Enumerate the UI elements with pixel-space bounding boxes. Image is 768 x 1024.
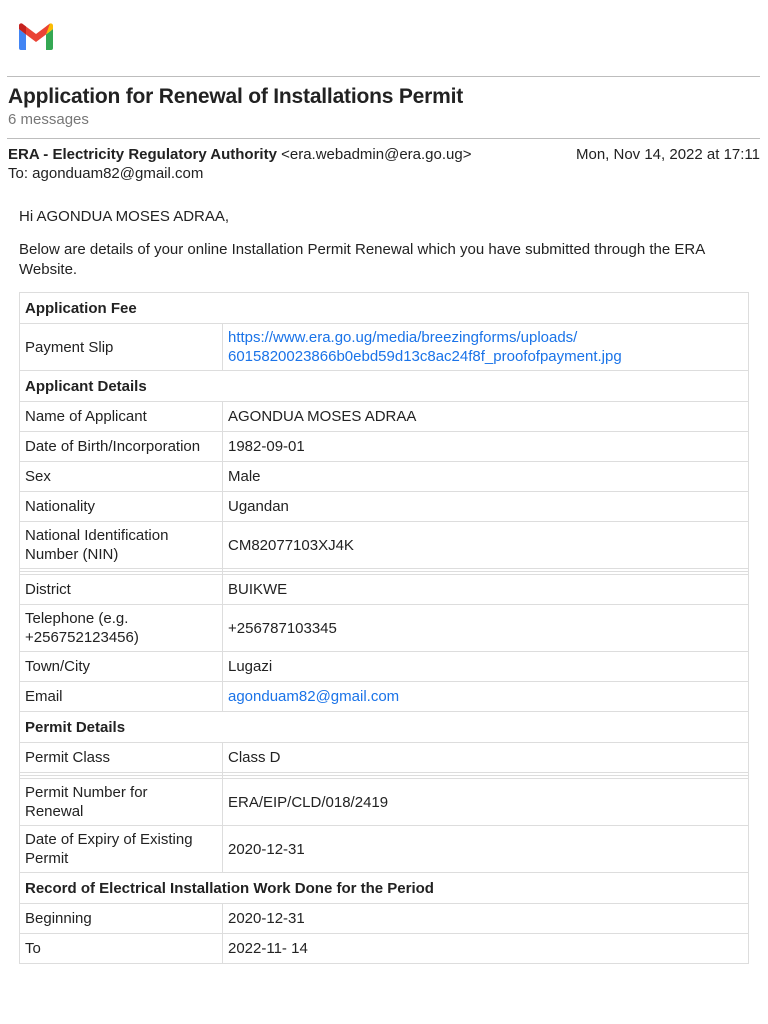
section-permit-details: Permit Details: [20, 712, 749, 743]
telephone-label-line1: Telephone (e.g.: [25, 610, 129, 627]
table-row: [20, 402, 749, 432]
district-label: District: [20, 575, 223, 605]
town-value: Lugazi: [223, 652, 749, 682]
telephone-label: [20, 605, 223, 652]
beginning-label: Beginning: [20, 904, 223, 934]
permit-class-value: Class D: [223, 743, 749, 773]
name-value: AGONDUA MOSES ADRAA: [223, 402, 749, 432]
header-divider: [7, 76, 760, 77]
table-row: [20, 743, 749, 773]
dob-value: 1982-09-01: [223, 432, 749, 462]
nin-label: [20, 522, 223, 569]
table-row: [20, 779, 749, 826]
payment-slip-link[interactable]: [228, 329, 622, 365]
email-cell: [223, 682, 749, 712]
table-row: [20, 522, 749, 569]
details-table: [19, 292, 749, 964]
town-label: Town/City: [20, 652, 223, 682]
name-label: Name of Applicant: [20, 402, 223, 432]
greeting: Hi AGONDUA MOSES ADRAA,: [19, 208, 230, 225]
to-value: 2022-11- 14: [223, 934, 749, 964]
expiry-label-line1: Date of Expiry of Existing: [25, 831, 193, 848]
table-row: [20, 293, 749, 324]
gmail-logo-icon: [16, 20, 56, 52]
table-row: [20, 492, 749, 522]
recipient: To: agonduam82@gmail.com: [8, 165, 204, 182]
payment-slip-link-line2: 6015820023866b0ebd59d13c8ac24f8f_proofofpayment.jpg: [228, 348, 622, 365]
payment-slip-link-line1: https://www.era.go.ug/media/breezingforms/uploads/: [228, 329, 578, 346]
section-record: Record of Electrical Installation Work Done for the Period: [20, 873, 749, 904]
nin-label-line2: Number (NIN): [25, 546, 119, 563]
permit-class-label: Permit Class: [20, 743, 223, 773]
table-row: [20, 904, 749, 934]
expiry-value: 2020-12-31: [223, 826, 749, 873]
sender-name: ERA - Electricity Regulatory Authority: [8, 146, 277, 163]
dob-label: Date of Birth/Incorporation: [20, 432, 223, 462]
table-row: [20, 712, 749, 743]
sender: [8, 146, 471, 163]
nin-label-line1: National Identification: [25, 527, 169, 544]
table-row: [20, 826, 749, 873]
email-link[interactable]: agonduam82@gmail.com: [228, 688, 400, 705]
permit-number-label: [20, 779, 223, 826]
section-applicant-details: Applicant Details: [20, 371, 749, 402]
sex-label: Sex: [20, 462, 223, 492]
message-date: Mon, Nov 14, 2022 at 17:11: [575, 146, 760, 163]
nin-value: CM82077103XJ4K: [223, 522, 749, 569]
payment-slip-label: Payment Slip: [20, 324, 223, 371]
subject-divider: [7, 138, 760, 139]
table-row: [20, 873, 749, 904]
table-row: [20, 605, 749, 652]
message-count: 6 messages: [8, 111, 89, 128]
table-row: [20, 682, 749, 712]
table-row: [20, 462, 749, 492]
telephone-label-line2: +256752123456): [25, 629, 139, 646]
expiry-label: [20, 826, 223, 873]
intro-text: Below are details of your online Installation Permit Renewal which you have submitted through the ERA Website.: [19, 241, 705, 278]
nationality-label: Nationality: [20, 492, 223, 522]
district-value: BUIKWE: [223, 575, 749, 605]
table-row: [20, 575, 749, 605]
to-label: To: [20, 934, 223, 964]
thread-subject: Application for Renewal of Installations Permit: [8, 85, 463, 108]
sender-email: <era.webadmin@era.go.ug>: [281, 146, 472, 163]
permit-number-label-line2: Renewal: [25, 803, 84, 820]
permit-number-label-line1: Permit Number for: [25, 784, 148, 801]
section-application-fee: Application Fee: [20, 293, 749, 324]
sex-value: Male: [223, 462, 749, 492]
nationality-value: Ugandan: [223, 492, 749, 522]
table-row: [20, 934, 749, 964]
permit-number-value: ERA/EIP/CLD/018/2419: [223, 779, 749, 826]
table-row: [20, 324, 749, 371]
table-row: [20, 652, 749, 682]
beginning-value: 2020-12-31: [223, 904, 749, 934]
telephone-value: +256787103345: [223, 605, 749, 652]
email-label: Email: [20, 682, 223, 712]
table-row: [20, 371, 749, 402]
expiry-label-line2: Permit: [25, 850, 69, 867]
table-row: [20, 432, 749, 462]
payment-slip-cell: [223, 324, 749, 371]
